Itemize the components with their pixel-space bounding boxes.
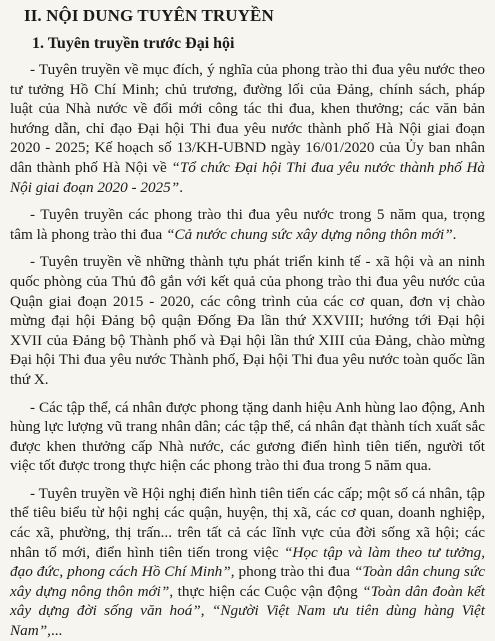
paragraph-text: ,... [47,622,63,640]
paragraph-text: - Tuyên truyền về Hội nghị điển hình tiên tiến các cấp; một số cá nhân, tập thể tiêu biểu từ hội nghị các quận, huyện, thị xã, các cơ quan, doanh nghiệp, các xã, phường, thị trấn... trên tất cả các lĩnh vực của đời sống xã hội; các nhân tố mới, điển hình tiên tiến trong việc [10,484,485,561]
quoted-title: “Cả nước chung sức xây dựng nông thôn mới” [166,225,453,243]
paragraph-movements [10,205,485,244]
quoted-title: “Học tập và làm theo tư tưởng, đạo đức, phong cách Hồ Chí Minh” [10,543,485,581]
section-heading: II. NỘI DUNG TUYÊN TRUYỀN [24,6,274,25]
paragraph-honorees [10,398,485,476]
paragraph-conferences [10,484,485,641]
paragraph-text: - Tuyên truyền các phong trào thi đua yêu nước trong 5 năm qua, trọng tâm là phong trào thi đua [10,206,485,243]
quoted-title: “Toàn dân chung sức xây dựng nông thôn mới” [10,563,485,600]
paragraph-text: , phong trào thi đua [230,563,354,581]
quoted-title: “Tổ chức Đại hội Thi đua yêu nước thành phố Hà Nội giai đoạn 2020 - 2025” [10,158,486,196]
paragraph-text: - Tuyên truyền về mục đích, ý nghĩa của phong trào thi đua yêu nước theo tư tưởng Hồ Chí Minh; chủ trương, đường lối của Đảng, chính sách, pháp luật của Nhà nước về đổi mới công tác thi đua, khen thưởng; các văn bản hướng dẫn, chỉ đạo Đại hội Thi đua yêu nước thành phố Hà Nội giai đoạn 2020 - 2025; Kế hoạch số 13/KH-UBND ngày 16/01/2020 của Ủy ban nhân dân thành phố Hà Nội về [10,61,485,176]
paragraph-text: . [452,225,457,243]
paragraph-text: , [200,602,212,620]
paragraph-text: , thực hiện các Cuộc vận động [169,582,363,600]
paragraph-text: - Các tập thể, cá nhân được phong tặng danh hiệu Anh hùng lao động, Anh hùng lực lượng vũ trang nhân dân; các tập thể, cá nhân đạt thành tích xuất sắc được khen thưởng cấp Nhà nước, các gương điển hình tiên tiến, người tốt việc tốt được trong thực hiện các phong trào thi đua trong 5 năm qua. [10,398,485,475]
paragraph-purpose [10,60,485,197]
subsection-heading: 1. Tuyên truyền trước Đại hội [32,35,235,52]
paragraph-text: . [179,178,183,196]
quoted-title: “Toàn dân đoàn kết xây dựng đời sống văn hoá” [10,582,485,620]
paragraph-text: - Tuyên truyền về những thành tựu phát triển kinh tế - xã hội và an ninh quốc phòng của Thủ đô gắn với kết quả của phong trào thi đua yêu nước của Quận giai đoạn 2015 - 2020, các công trình của các cơ quan, đơn vị chào mừng đại hội Đảng bộ quận Đống Đa lần thứ XXVIII; hướng tới Đại hội XVII của Đảng bộ Thành phố và Đại hội lần thứ XIII của Đảng, chào mừng Đại hội Thi đua yêu nước Thành phố, Đại hội Thi đua yêu nước toàn quốc lần thứ X. [10,253,485,388]
paragraph-achievements [10,252,485,389]
quoted-title: “Người Việt Nam ưu tiên dùng hàng Việt Nam” [10,602,485,640]
